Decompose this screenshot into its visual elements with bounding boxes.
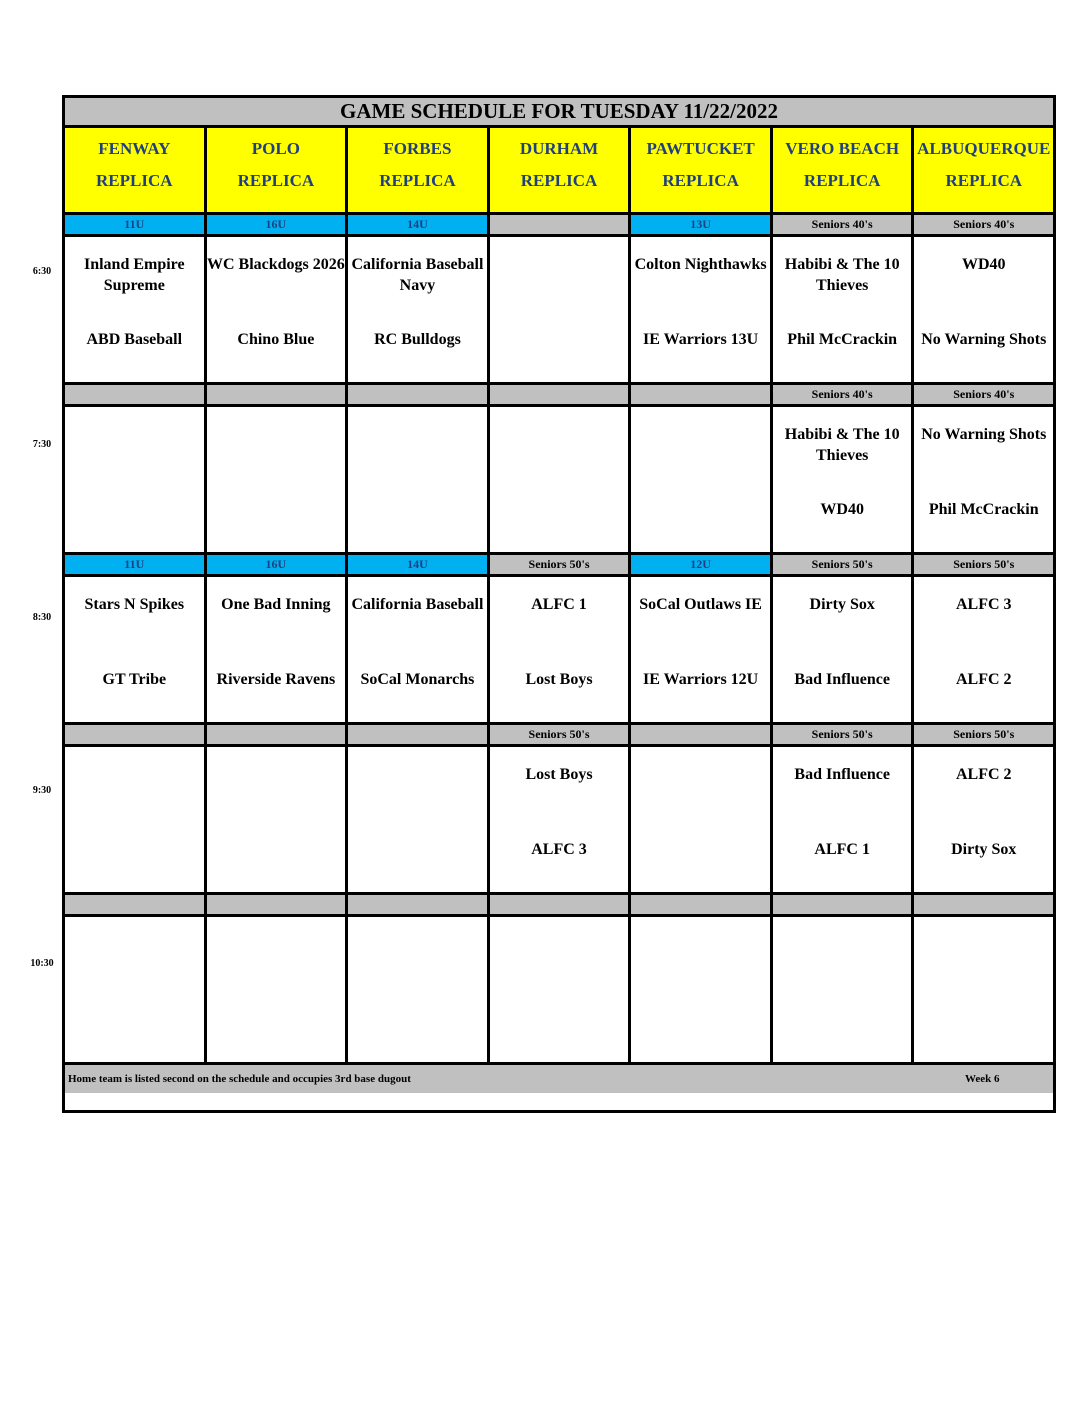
field-sub: REPLICA [945,171,1023,190]
division-label [65,895,207,914]
field-sub: REPLICA [662,171,739,190]
game-cell [490,407,632,552]
division-label [631,895,773,914]
game-cell [348,407,490,552]
game-cell [348,237,490,382]
away-team: Lost Boys [525,766,593,783]
division-label [65,385,207,404]
schedule-title: GAME SCHEDULE FOR TUESDAY 11/22/2022 [65,98,1053,128]
away-team: SoCal Outlaws IE [639,596,762,613]
home-team: Bad Influence [794,671,890,688]
division-label: Seniors 50's [490,555,632,574]
away-team: California Baseball Navy [351,256,484,294]
game-cell [207,237,349,382]
game-cell [207,747,349,892]
game-cell [207,407,349,552]
field-name: FORBES [383,139,452,158]
game-cell [631,917,773,1062]
field-name: FENWAY [98,139,171,158]
time-label: 6:30 [32,266,52,277]
game-cell [348,917,490,1062]
away-team: One Bad Inning [221,596,331,613]
game-cell [773,237,915,382]
division-row [65,895,1053,917]
division-label: Seniors 40's [914,385,1053,404]
game-cell [65,237,207,382]
division-label [773,895,915,914]
home-team: Riverside Ravens [216,671,336,688]
home-team: GT Tribe [102,671,167,688]
field-header [65,128,207,212]
game-cell [490,577,632,722]
home-team: RC Bulldogs [374,331,461,348]
field-sub: REPLICA [803,171,881,190]
game-cell [490,747,632,892]
home-team: Phil McCrackin [928,501,1039,518]
game-cell [631,237,773,382]
home-team: Dirty Sox [951,841,1017,858]
away-team: Habibi & The 10 Thieves [784,256,900,294]
away-team: ALFC 3 [955,596,1012,613]
field-name: ALBUQUERQUE [917,139,1051,158]
game-cell [348,577,490,722]
away-team: WC Blackdogs 2026 [206,256,345,273]
home-team: IE Warriors 13U [642,331,759,348]
away-team: Colton Nighthawks [634,256,767,273]
time-label: 8:30 [32,612,52,623]
field-header [773,128,915,212]
away-team: Bad Influence [794,766,890,783]
home-team: Chino Blue [237,331,315,348]
home-team: ABD Baseball [86,331,183,348]
division-label [207,385,349,404]
division-row [65,725,1053,747]
home-team: ALFC 1 [814,841,870,858]
division-label [65,725,207,744]
footer-note: Home team is listed second on the schedule and occupies 3rd base dugout [68,1073,411,1085]
field-header [490,128,632,212]
division-label [207,725,349,744]
home-team: IE Warriors 12U [642,671,759,688]
field-header-row [65,128,1053,215]
field-sub: REPLICA [520,171,598,190]
home-team: ALFC 3 [531,841,587,858]
division-label [490,385,632,404]
week-label: Week 6 [965,1073,1000,1085]
game-cell [65,917,207,1062]
division-label: 11U [65,555,207,574]
division-label: Seniors 40's [773,385,915,404]
division-label: Seniors 50's [914,555,1053,574]
away-team: ALFC 1 [531,596,587,613]
away-team: Stars N Spikes [84,596,185,613]
game-cell [65,577,207,722]
home-team: Phil McCrackin [787,331,898,348]
division-label: Seniors 50's [773,725,915,744]
division-label: Seniors 50's [490,725,632,744]
game-cell [914,917,1053,1062]
division-label [490,215,632,234]
home-team: SoCal Monarchs [360,671,475,688]
division-label: Seniors 50's [773,555,915,574]
game-cell [490,237,632,382]
game-cell [631,407,773,552]
field-sub: REPLICA [379,171,456,190]
field-header [207,128,349,212]
footer-row [65,1065,1053,1093]
division-label: 12U [631,555,773,574]
game-cell [348,747,490,892]
game-row [65,237,1053,385]
away-team: California Baseball [351,596,484,613]
away-team: Inland Empire Supreme [83,256,185,294]
game-cell [914,407,1053,552]
away-team: WD40 [961,256,1006,273]
division-label [348,385,490,404]
time-label: 7:30 [32,439,52,450]
game-cell [773,747,915,892]
game-row [65,407,1053,555]
division-label: 14U [348,555,490,574]
field-sub: REPLICA [237,171,315,190]
field-name: VERO BEACH [785,139,900,158]
game-cell [914,577,1053,722]
game-cell [65,747,207,892]
division-label [631,725,773,744]
division-label [914,895,1053,914]
game-cell [631,747,773,892]
field-header [914,128,1053,212]
home-team: WD40 [820,501,864,518]
division-label [490,895,632,914]
game-cell [914,747,1053,892]
game-row [65,747,1053,895]
game-cell [773,917,915,1062]
division-label: Seniors 40's [914,215,1053,234]
time-label: 10:30 [30,958,54,969]
division-row [65,555,1053,577]
home-team: Lost Boys [525,671,593,688]
division-label [348,895,490,914]
game-cell [65,407,207,552]
division-label [207,895,349,914]
field-name: PAWTUCKET [646,139,755,158]
division-label [348,725,490,744]
time-label: 9:30 [32,785,52,796]
field-sub: REPLICA [96,171,173,190]
time-slots [65,215,1053,1065]
game-cell [490,917,632,1062]
away-team: Dirty Sox [809,596,875,613]
division-label: 16U [207,555,349,574]
division-label [631,385,773,404]
game-cell [207,577,349,722]
game-cell [773,577,915,722]
division-label: 11U [65,215,207,234]
game-cell [773,407,915,552]
field-header [631,128,773,212]
home-team: No Warning Shots [921,331,1047,348]
away-team: Habibi & The 10 Thieves [784,426,900,464]
field-header [348,128,490,212]
game-cell [914,237,1053,382]
division-label: Seniors 40's [773,215,915,234]
field-name: POLO [251,139,300,158]
division-row [65,385,1053,407]
game-cell [631,577,773,722]
game-row [65,577,1053,725]
division-label: 14U [348,215,490,234]
division-label: 13U [631,215,773,234]
division-label: 16U [207,215,349,234]
division-label: Seniors 50's [914,725,1053,744]
schedule-table [62,95,1056,1113]
away-team: ALFC 2 [955,766,1012,783]
game-cell [207,917,349,1062]
division-row [65,215,1053,237]
away-team: No Warning Shots [921,426,1047,443]
game-row [65,917,1053,1065]
field-name: DURHAM [519,139,599,158]
home-team: ALFC 2 [955,671,1012,688]
